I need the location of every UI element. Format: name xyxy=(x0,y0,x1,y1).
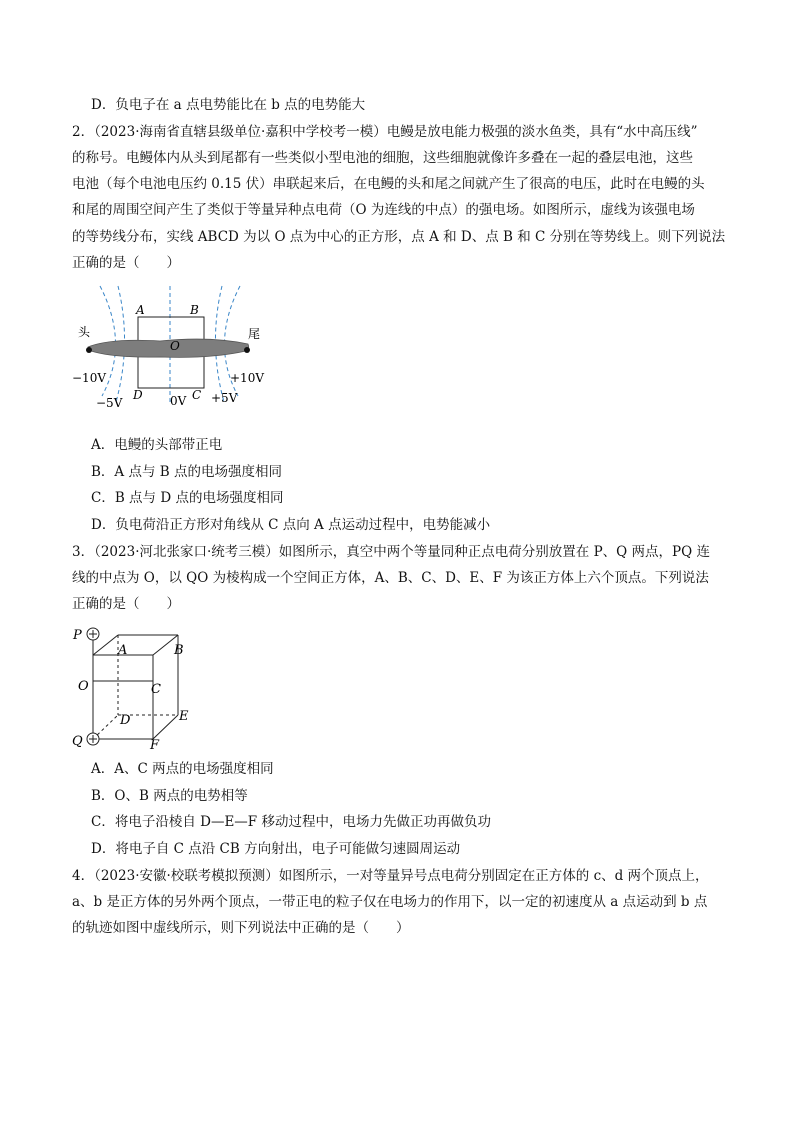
label-D: D xyxy=(120,713,131,728)
q2-option-d: D．负电荷沿正方形对角线从 C 点向 A 点运动过程中，电势能减小 xyxy=(91,517,491,533)
label-A: A xyxy=(118,643,128,658)
label-B: B xyxy=(174,643,184,658)
label-O: O xyxy=(78,679,89,694)
q2-stem-line-2: 的称号。电鳗体内从头到尾都有一些类似小型电池的细胞，这些细胞就像许多叠在一起的叠层电池，这些 xyxy=(72,150,693,166)
eel-head-dot xyxy=(86,347,92,353)
label-C: C xyxy=(192,388,202,402)
label-E: E xyxy=(179,709,189,724)
eel-tail-dot xyxy=(244,347,250,353)
eel-body xyxy=(88,339,249,357)
q2-stem-line-4: 和尾的周围空间产生了类似于等量异种点电荷（O 为连线的中点）的强电场。如图所示，虚线为该强电场 xyxy=(72,202,695,218)
label-F: F xyxy=(150,738,160,753)
q3-stem-line-2: 线的中点为 O，以 QO 为棱构成一个空间正方体，A、B、C、D、E、F 为该正方体上六个顶点。下列说法 xyxy=(72,570,709,586)
label-head: 头 xyxy=(78,325,91,339)
charge-p xyxy=(87,628,99,640)
label-Q: Q xyxy=(72,734,83,749)
q2-option-c: C．B 点与 D 点的电场强度相同 xyxy=(91,490,284,506)
q3-stem-line-3: 正确的是（ ） xyxy=(72,596,180,612)
q1-option-d: D．负电子在 a 点电势能比在 b 点的电势能大 xyxy=(91,97,366,113)
q4-stem-line-3: 的轨迹如图中虚线所示，则下列说法中正确的是（ ） xyxy=(72,920,410,936)
label-B: B xyxy=(190,303,199,317)
q2-stem-line-5: 的等势线分布，实线 ABCD 为以 O 点为中心的正方形，点 A 和 D、点 B 和 C 分别在等势线上。则下列说法 xyxy=(72,229,726,245)
label-tail: 尾 xyxy=(248,327,261,341)
label-D: D xyxy=(133,388,143,402)
q3-option-a: A．A、C 两点的电场强度相同 xyxy=(91,761,274,777)
q2-stem-line-6: 正确的是（ ） xyxy=(72,255,180,271)
q2-stem-line-3: 电池（每个电池电压约 0.15 伏）串联起来后，在电鳗的头和尾之间就产生了很高的电压，此时在电鳗的头 xyxy=(72,176,705,192)
eel-field-figure xyxy=(70,284,270,414)
q3-option-c: C．将电子沿棱自 D—E—F 移动过程中，电场力先做正功再做负功 xyxy=(91,814,491,830)
label-0v: 0V xyxy=(170,394,187,408)
q2-option-b: B．A 点与 B 点的电场强度相同 xyxy=(91,464,282,480)
q4-stem-line-1: 4．（2023·安徽·校联考模拟预测）如图所示，一对等量异号点电荷分别固定在正方体的 c、d 两个顶点上， xyxy=(72,868,709,884)
label-P: P xyxy=(73,628,82,643)
label-C: C xyxy=(151,682,161,697)
q3-option-d: D．将电子自 C 点沿 CB 方向射出，电子可能做匀速圆周运动 xyxy=(91,841,461,857)
q2-option-a: A．电鳗的头部带正电 xyxy=(91,437,223,453)
q2-stem-line-1: 2．（2023·海南省直辖县级单位·嘉积中学校考一模）电鳗是放电能力极强的淡水鱼类，具有“水中高压线” xyxy=(72,124,698,140)
charge-q xyxy=(87,733,99,745)
label-A: A xyxy=(136,303,145,317)
q3-option-b: B．O、B 两点的电势相等 xyxy=(91,788,248,804)
label-minus-5v: −5V xyxy=(96,396,123,410)
cube-figure xyxy=(70,625,200,753)
q4-stem-line-2: a、b 是正方体的另外两个顶点，一带正电的粒子仅在电场力的作用下，以一定的初速度从 a 点运动到 b 点 xyxy=(72,894,708,910)
label-plus-5v: +5V xyxy=(211,391,238,405)
label-minus-10v: −10V xyxy=(72,371,106,385)
q3-stem-line-1: 3．（2023·河北张家口·统考三模）如图所示，真空中两个等量同种正点电荷分别放置在 P、Q 两点，PQ 连 xyxy=(72,544,710,560)
label-O: O xyxy=(170,339,180,353)
label-plus-10v: +10V xyxy=(230,371,264,385)
